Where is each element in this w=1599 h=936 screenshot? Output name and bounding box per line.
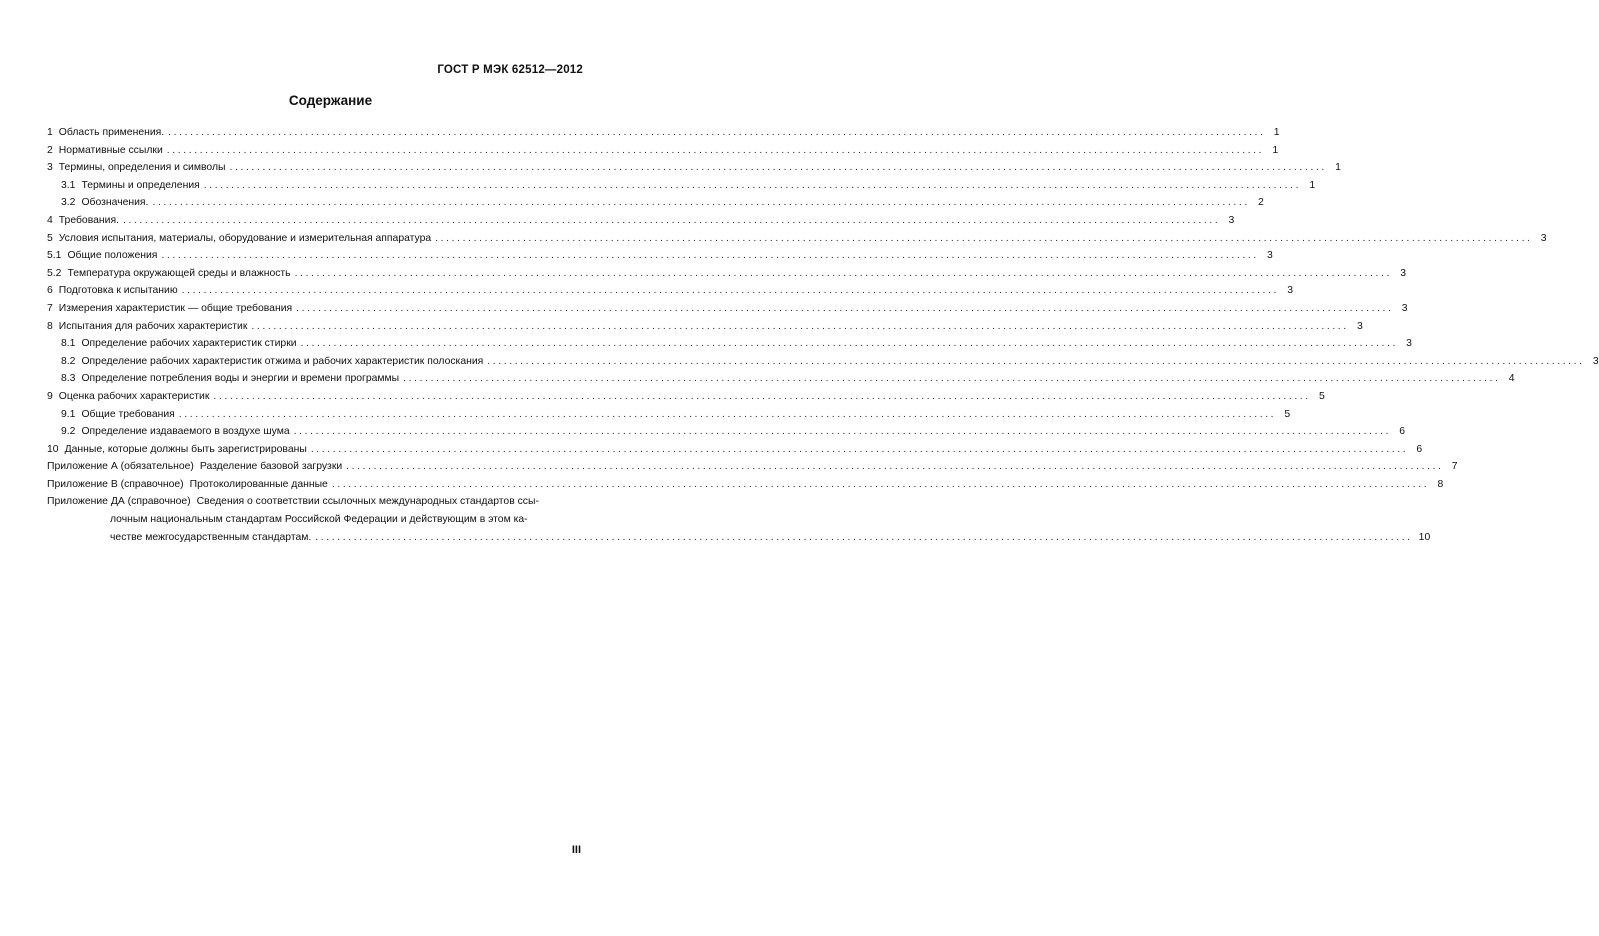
toc-entry-label: Нормативные ссылки: [58, 144, 163, 156]
toc-entry[interactable]: [47, 318, 1363, 336]
toc-entry-page: 3: [1287, 285, 1294, 297]
toc-entry-number: 3.2: [61, 197, 76, 209]
toc-entry-number: 5.2: [47, 267, 62, 279]
toc-entry-label: Протоколированные данные: [189, 478, 328, 490]
toc-entry-number: Приложение В (справочное): [47, 478, 184, 490]
toc-leader-dots: ........................................................................................................................................................................................................: [178, 408, 1277, 420]
toc-entry[interactable]: [47, 142, 1279, 160]
toc-entry[interactable]: [47, 194, 1264, 212]
toc-entry-label-line1: Сведения о соответствии ссылочных международных стандартов ссы-: [196, 496, 539, 508]
toc-entry-annex-da[interactable]: [47, 493, 1431, 546]
toc-entry-page: 3: [1540, 232, 1547, 244]
toc-entry-number: 5.1: [47, 250, 62, 262]
toc-entry[interactable]: [47, 159, 1341, 177]
toc-leader-dots: ........................................................................................................................................................................................................: [487, 355, 1585, 367]
toc-leader-dots: ........................................................................................................................................................................................................: [181, 285, 1280, 297]
toc-entry-page: 3: [1401, 302, 1408, 314]
toc-entry[interactable]: [47, 230, 1547, 248]
toc-entry[interactable]: [47, 300, 1408, 318]
toc-entry[interactable]: [47, 247, 1273, 265]
toc-leader-dots: ........................................................................................................................................................................................................: [251, 320, 1349, 332]
toc-leader-dots: ........................................................................................................................................................................................................: [331, 478, 1430, 490]
toc-entry-page: 3: [1267, 250, 1273, 262]
toc-entry-number: 8.2: [61, 355, 76, 367]
toc-entry-label: Данные, которые должны быть зарегистрированы: [64, 443, 307, 455]
toc-entry-page: 3: [1400, 267, 1406, 279]
toc-entry-label: Область применения.: [58, 127, 165, 138]
toc-entry[interactable]: [47, 458, 1458, 476]
toc-entry-page: 6: [1399, 426, 1406, 438]
toc-leader-dots: ........................................................................................................................................................................................................: [161, 250, 1259, 262]
toc-entry-page: 7: [1451, 461, 1458, 473]
toc-entry-number: 2: [47, 144, 53, 156]
toc-entry-page: 1: [1335, 162, 1341, 174]
toc-leader-dots: ........................................................................................................................................................................................................: [315, 531, 1413, 543]
toc-entry[interactable]: [47, 177, 1316, 195]
toc-entry[interactable]: [47, 353, 1599, 371]
toc-entry-label: Определение рабочих характеристик отжима и рабочих характеристик полоскания: [81, 355, 484, 367]
toc-entry-label: Испытания для рабочих характеристик: [58, 320, 248, 332]
toc-entry-number: 9.2: [61, 426, 76, 438]
toc-leader-dots: ........................................................................................................................................................................................................: [213, 390, 1311, 402]
toc-entry-number: 8.3: [61, 373, 76, 385]
toc-leader-dots: ........................................................................................................................................................................................................: [403, 373, 1501, 385]
toc-entry-number: 7: [47, 302, 53, 314]
toc-entry-label: Условия испытания, материалы, оборудование и измерительная аппаратура: [58, 232, 432, 244]
toc-entry-page: 1: [1272, 144, 1279, 156]
toc-entry-label: Разделение базовой загрузки: [199, 461, 343, 473]
toc-entry[interactable]: [47, 370, 1515, 388]
toc-leader-dots: ........................................................................................................................................................................................................: [296, 302, 1394, 314]
toc-entry-number: 9.1: [61, 408, 76, 420]
toc-entry-number: 8: [47, 320, 53, 332]
toc-entry[interactable]: [47, 441, 1423, 459]
toc-entry-label: Общие требования: [81, 408, 175, 420]
toc-entry-label: Определение издаваемого в воздухе шума: [81, 426, 290, 438]
toc-entry-label: Требования.: [58, 214, 119, 226]
toc-leader-dots: ........................................................................................................................................................................................................: [166, 144, 1265, 156]
toc-entry[interactable]: [47, 124, 1280, 142]
table-of-contents: [47, 124, 1599, 546]
toc-entry-label: Определение потребления воды и энергии и времени программы: [81, 373, 400, 385]
toc-leader-dots: ........................................................................................................................................................................................................: [293, 426, 1392, 438]
toc-entry-number: Приложение А (обязательное): [47, 461, 194, 473]
toc-entry-number: 3.1: [61, 179, 76, 191]
toc-entry-number: 10: [47, 443, 59, 455]
toc-leader-dots: ........................................................................................................................................................................................................: [229, 162, 1327, 174]
toc-entry-page: 8: [1437, 478, 1444, 490]
toc-leader-dots: ........................................................................................................................................................................................................: [168, 127, 1266, 138]
toc-entry-label: Подготовка к испытанию: [58, 285, 178, 297]
toc-entry-label: Определение рабочих характеристик стирки: [81, 338, 297, 350]
toc-entry-page: 4: [1508, 373, 1515, 385]
toc-entry[interactable]: [47, 423, 1406, 441]
toc-leader-dots: ........................................................................................................................................................................................................: [203, 179, 1302, 191]
toc-entry-number: 6: [47, 285, 53, 297]
toc-entry-label-line2: лочным национальным стандартам Российской Федерации и действующим в этом ка-: [110, 514, 528, 526]
toc-entry[interactable]: [47, 476, 1444, 494]
toc-entry-number: 5: [47, 232, 53, 244]
toc-entry-number: 3: [47, 162, 53, 174]
toc-entry[interactable]: [47, 212, 1235, 230]
toc-entry[interactable]: [47, 388, 1325, 406]
toc-entry-number: 4: [47, 214, 53, 226]
toc-leader-dots: ........................................................................................................................................................................................................: [435, 232, 1533, 244]
toc-entry-label-line3: честве межгосударственным стандартам.: [110, 531, 312, 543]
toc-entry[interactable]: [47, 282, 1294, 300]
toc-entry-page: 3: [1228, 214, 1235, 226]
toc-leader-dots: ........................................................................................................................................................................................................: [152, 197, 1250, 209]
toc-entry-number: Приложение ДА (справочное): [47, 496, 191, 508]
toc-entry-page: 1: [1309, 179, 1316, 191]
toc-leader-dots: ........................................................................................................................................................................................................: [346, 461, 1444, 473]
toc-leader-dots: ........................................................................................................................................................................................................: [300, 338, 1398, 350]
toc-entry-label: Температура окружающей среды и влажность: [67, 267, 291, 279]
toc-entry-label: Измерения характеристик — общие требования: [58, 302, 293, 314]
toc-entry-label: Общие положения: [67, 250, 158, 262]
toc-entry-page: 5: [1284, 408, 1291, 420]
toc-entry[interactable]: [47, 406, 1291, 424]
toc-entry-number: 9: [47, 390, 53, 402]
toc-entry-page: 3: [1406, 338, 1412, 350]
page-title: Содержание: [288, 93, 373, 108]
toc-entry-page: 2: [1258, 197, 1264, 209]
toc-leader-dots: ........................................................................................................................................................................................................: [122, 214, 1221, 226]
toc-entry[interactable]: [47, 265, 1406, 283]
toc-entry-page: 1: [1273, 127, 1280, 138]
toc-entry-page: 5: [1319, 390, 1325, 402]
toc-entry-number: 1: [47, 127, 53, 138]
toc-entry-label: Оценка рабочих характеристик: [58, 390, 210, 402]
toc-entry-page: 6: [1416, 443, 1423, 455]
toc-leader-dots: ........................................................................................................................................................................................................: [310, 443, 1409, 455]
document-code: ГОСТ Р МЭК 62512—2012: [437, 64, 583, 76]
toc-entry-label: Термины, определения и символы: [58, 162, 226, 174]
toc-entry[interactable]: [47, 335, 1412, 353]
toc-entry-number: 8.1: [61, 338, 76, 350]
toc-entry-label: Обозначения.: [81, 197, 149, 209]
toc-entry-page: 10: [1418, 531, 1431, 543]
toc-leader-dots: ........................................................................................................................................................................................................: [294, 267, 1392, 279]
toc-entry-page: 3: [1592, 355, 1599, 367]
toc-entry-label: Термины и определения: [81, 179, 200, 191]
page-number: III: [571, 844, 581, 856]
toc-entry-page: 3: [1357, 320, 1363, 332]
